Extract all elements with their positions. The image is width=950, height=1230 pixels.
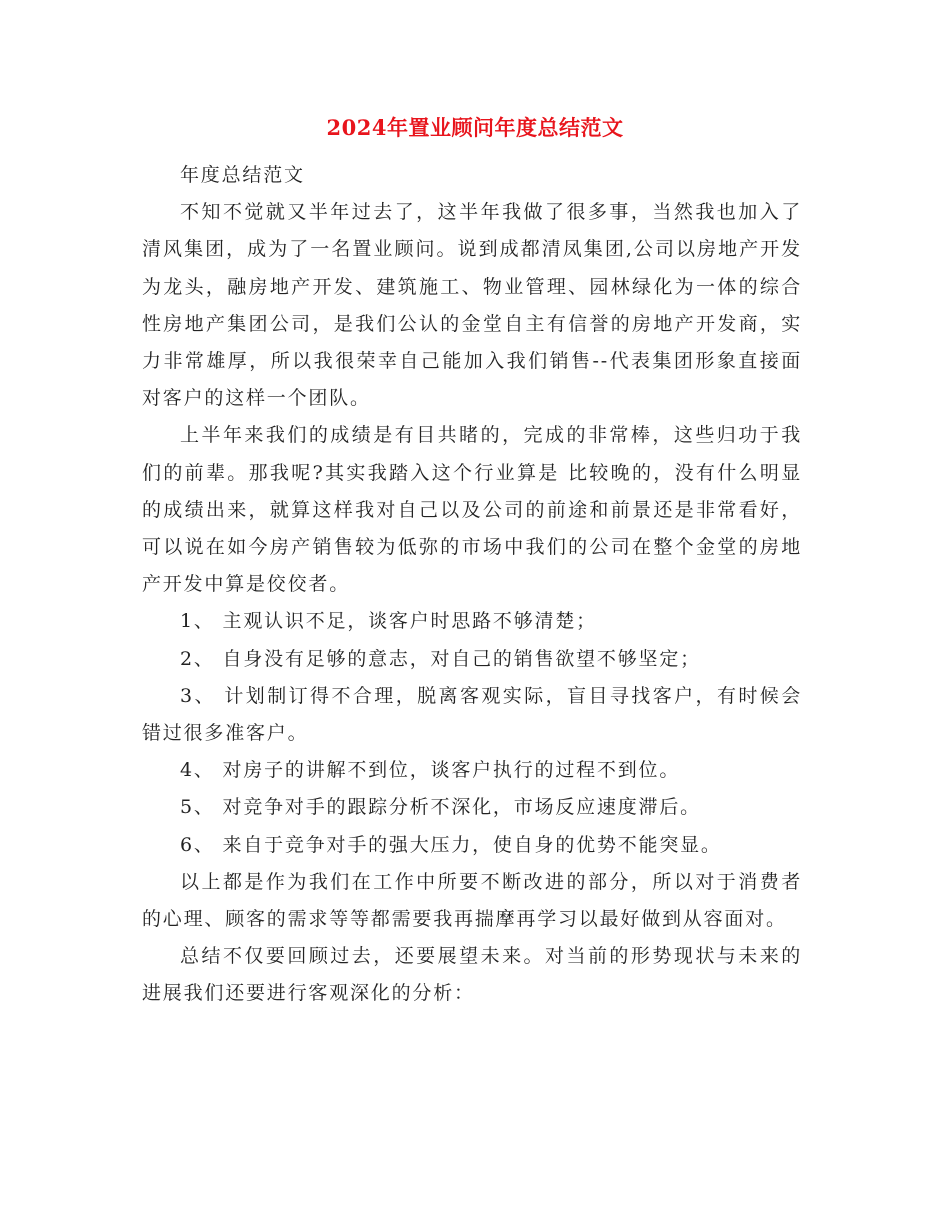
document-body bbox=[142, 157, 802, 1013]
paragraph-outlook: 总结不仅要回顾过去，还要展望未来。对当前的形势现状与未来的进展我们还要进行客观深化的分析： bbox=[142, 945, 802, 1005]
paragraph-achievements: 上半年来我们的成绩是有目共睹的，完成的非常棒，这些归功于我们的前辈。那我呢?其实我踏入这个行业算是 比较晚的，没有什么明显的成绩出来，就算这样我对自己以及公司的前途和前景还是非常看好，可以说在如今房产销售较为低弥的市场中我们的公司在整个金堂的房地产开发中算是佼佼者。 bbox=[142, 424, 802, 596]
list-item-2: 2、 自身没有足够的意志，对自己的销售欲望不够坚定； bbox=[180, 647, 701, 670]
document-title: 2024年置业顾问年度总结范文 bbox=[326, 115, 624, 140]
list-item-6: 6、 来自于竞争对手的强大压力，使自身的优势不能突显。 bbox=[180, 833, 722, 856]
list-item-4: 4、 对房子的讲解不到位，谈客户执行的过程不到位。 bbox=[180, 759, 681, 782]
list-item-3: 3、 计划制订得不合理，脱离客观实际，盲目寻找客户，有时候会错过很多准客户。 bbox=[142, 684, 802, 745]
list-item-1: 1、 主观认识不足，谈客户时思路不够清楚； bbox=[180, 610, 597, 633]
list-item-5: 5、 对竞争对手的跟踪分析不深化，市场反应速度滞后。 bbox=[180, 796, 701, 819]
paragraph-heading: 年度总结范文 bbox=[180, 164, 305, 186]
paragraph-improvement: 以上都是作为我们在工作中所要不断改进的部分，所以对于消费者的心理、顾客的需求等等都需要我再揣摩再学习以最好做到从容面对。 bbox=[142, 870, 802, 931]
paragraph-intro: 不知不觉就又半年过去了，这半年我做了很多事，当然我也加入了清风集团，成为了一名置业顾问。说到成都清凤集团,公司以房地产开发为龙头，融房地产开发、建筑施工、物业管理、园林绿化为一体的综合性房地产集团公司，是我们公认的金堂自主有信誉的房地产开发商，实力非常雄厚，所以我很荣幸自己能加入我们销售--代表集团形象直接面对客户的这样一个团队。 bbox=[142, 201, 802, 410]
